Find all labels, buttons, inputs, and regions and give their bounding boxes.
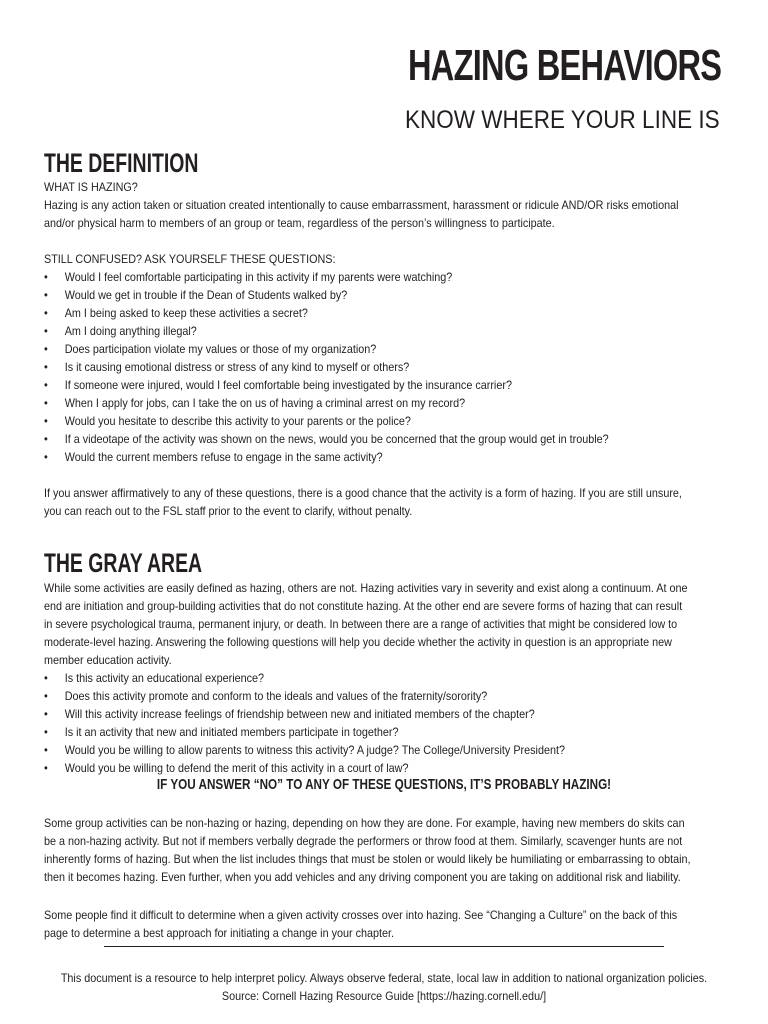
list-item: • Does this activity promote and conform to the ideals and values of the fraternity/sorority? [44, 687, 724, 705]
list-item: • Would you be willing to allow parents to witness this activity? A judge? The College/University President? [44, 741, 724, 759]
questions-label: STILL CONFUSED? ASK YOURSELF THESE QUESTIONS: [44, 252, 336, 266]
list-item: • Would I feel comfortable participating in this activity if my parents were watching? [44, 268, 724, 286]
gray-area-intro-line: While some activities are easily defined as hazing, others are not. Hazing activities vary in severity and exist along a continuum. At one [44, 581, 688, 595]
definition-text-line: Hazing is any action taken or situation created intentionally to cause embarrassment, harassment or ridicule AND/OR risks emotional [44, 198, 679, 212]
paragraph-line: Some people find it difficult to determine when a given activity crosses over into hazing. See “Changing a Culture” on the back of this [44, 908, 678, 922]
paragraph-line: then it becomes hazing. Even further, when you add vehicles and any driving component you are taking on additional risk and liability. [44, 870, 681, 884]
footer-source: Source: Cornell Hazing Resource Guide [https://hazing.cornell.edu/] [221, 989, 547, 1003]
list-item: • When I apply for jobs, can I take the on us of having a criminal arrest on my record? [44, 394, 724, 412]
definition-section [44, 178, 724, 520]
list-item: • Would we get in trouble if the Dean of Students walked by? [44, 286, 724, 304]
footer [0, 969, 768, 1005]
gray-area-intro-line: in severe psychological trauma, permanent injury, or death. In between there are a range of activities that might be considered low to [44, 617, 678, 631]
list-item: • Does participation violate my values or those of my organization? [44, 340, 724, 358]
paragraph-line: page to determine a best approach for initiating a change in your chapter. [44, 926, 395, 940]
list-item: • Would you be willing to defend the merit of this activity in a court of law? [44, 759, 724, 777]
list-item: • Is it an activity that new and initiated members participate in together? [44, 723, 724, 741]
list-item: • Would you hesitate to describe this activity to your parents or the police? [44, 412, 724, 430]
page-subtitle: KNOW WHERE YOUR LINE IS [405, 106, 720, 134]
page-title: HAZING BEHAVIORS [407, 41, 721, 90]
footer-divider [104, 946, 664, 947]
definition-conclusion-line: you can reach out to the FSL staff prior to the event to clarify, without penalty. [44, 504, 413, 518]
definition-questions-list [44, 268, 724, 466]
definition-text-line: and/or physical harm to members of an group or team, regardless of the person’s willingness to participate. [44, 216, 555, 230]
footer-disclaimer: This document is a resource to help interpret policy. Always observe federal, state, local law in addition to national organization policies. [60, 971, 708, 985]
list-item: • Am I being asked to keep these activities a secret? [44, 304, 724, 322]
gray-area-paragraph-2 [44, 906, 724, 942]
gray-area-paragraph-1 [44, 814, 724, 886]
paragraph-line: inherently forms of hazing. But when the list includes things that must be stolen or would likely be humiliating or embarrassing to obtain, [44, 852, 691, 866]
what-is-hazing-label: WHAT IS HAZING? [44, 180, 138, 194]
list-item: • Am I doing anything illegal? [44, 322, 724, 340]
gray-area-intro-line: end are initiation and group-building activities that do not constitute hazing. At the other end are severe forms of hazing that can result [44, 599, 683, 613]
list-item: • Would the current members refuse to engage in the same activity? [44, 448, 724, 466]
definition-conclusion-line: If you answer affirmatively to any of these questions, there is a good chance that the activity is a form of hazing. If you are still unsure, [44, 486, 682, 500]
list-item: • Is it causing emotional distress or stress of any kind to myself or others? [44, 358, 724, 376]
gray-area-section [44, 579, 724, 777]
list-item: • Is this activity an educational experience? [44, 669, 724, 687]
paragraph-line: be a non-hazing activity. But not if members verbally degrade the performers or throw food at them. Similarly, scavenger hunts are not [44, 834, 683, 848]
gray-area-heading: THE GRAY AREA [44, 548, 203, 578]
gray-area-questions-list [44, 669, 724, 777]
paragraph-line: Some group activities can be non-hazing or hazing, depending on how they are done. For example, having new members do skits can [44, 816, 685, 830]
list-item: • If someone were injured, would I feel comfortable being investigated by the insurance carrier? [44, 376, 724, 394]
gray-area-intro-line: member education activity. [44, 653, 172, 667]
definition-heading: THE DEFINITION [44, 148, 199, 178]
list-item: • If a videotape of the activity was shown on the news, would you be concerned that the group would get in trouble? [44, 430, 724, 448]
list-item: • Will this activity increase feelings of friendship between new and initiated members of the chapter? [44, 705, 724, 723]
hazing-emphasis-callout: IF YOU ANSWER “NO” TO ANY OF THESE QUESTIONS, IT’S PROBABLY HAZING! [156, 776, 612, 793]
gray-area-intro-line: moderate-level hazing. Answering the following questions will help you decide whether the activity in question is an appropriate new [44, 635, 672, 649]
